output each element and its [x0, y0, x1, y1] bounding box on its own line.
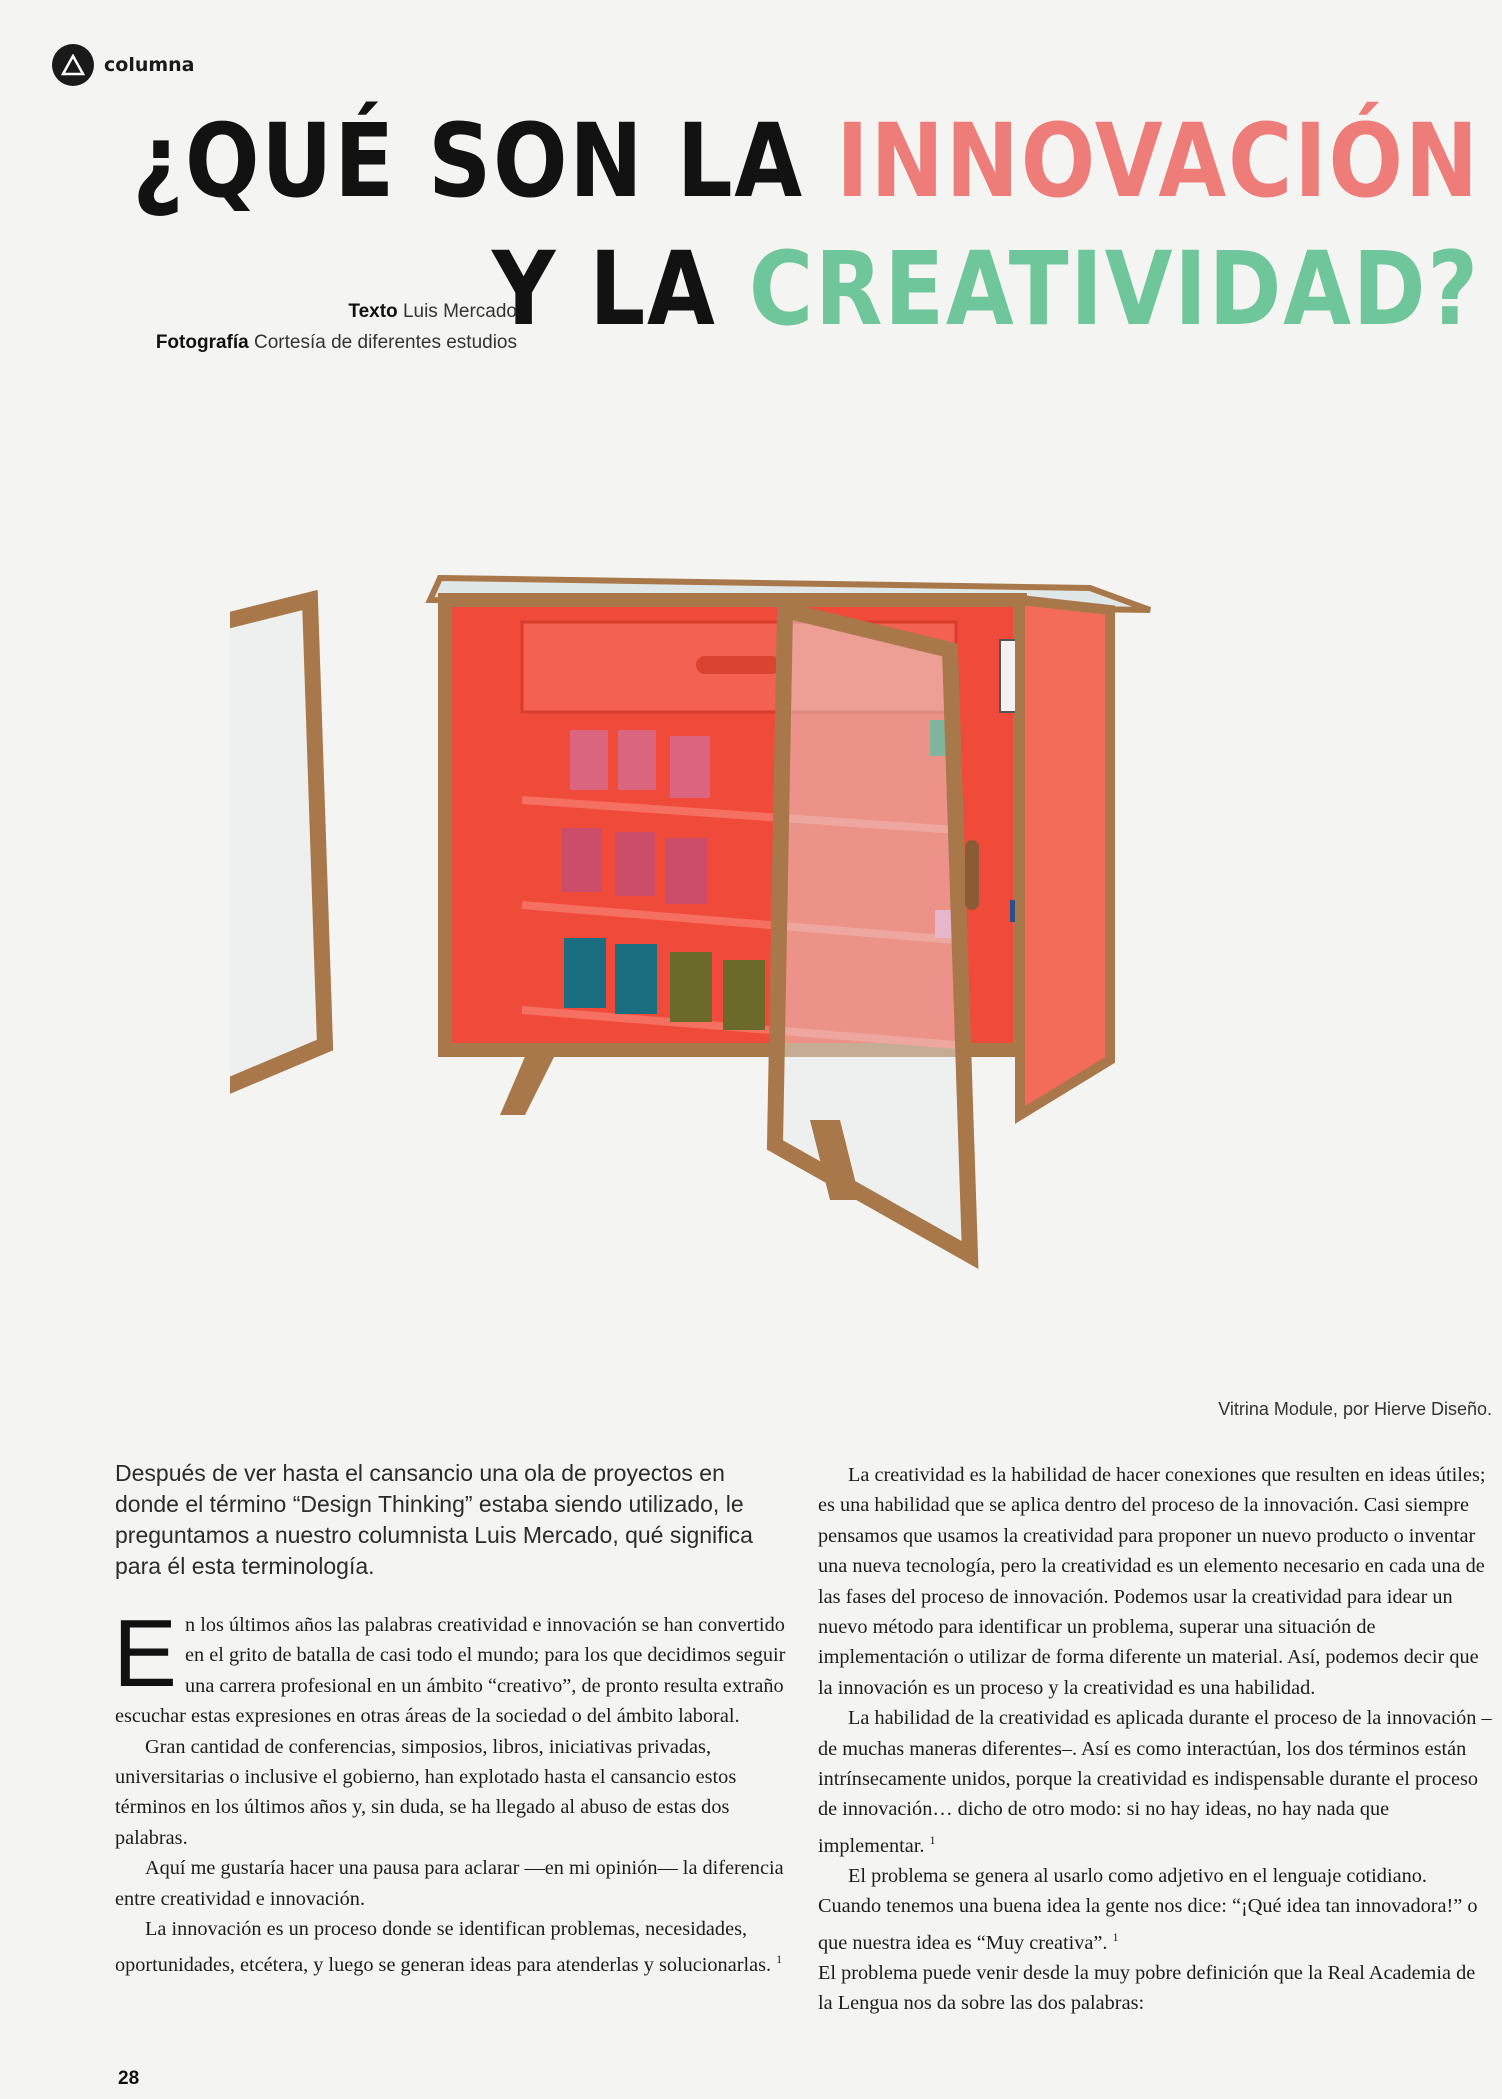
page-number: 28 — [118, 2068, 140, 2089]
triangle-icon — [52, 44, 94, 86]
paragraph-5: La creatividad es la habilidad de hacer conexiones que resulten en ideas útiles; es una habilidad que se aplica dentro del proceso de la innovación. Casi siempre pensamos que usamos la creatividad para proponer un nuevo producto o inventar una nueva tecnología, pero la creatividad es un elemento necesario en cada una de las fases del proceso de innovación. Podemos usar la creatividad para idear un nuevo método para identificar un problema, superar una situación de implementación o utilizar de forma diferente un material. Así, podemos decir que la innovación es un proceso y la creatividad es una habilidad. — [818, 1464, 1486, 1699]
left-column — [113, 1600, 795, 1981]
photo-caption: Vitrina Module, por Hierve Diseño. — [1218, 1399, 1492, 1419]
headline-dark-2: Y LA — [492, 230, 717, 349]
cabinet-photo — [230, 540, 1330, 1340]
footnote-ref: 1 — [929, 1832, 936, 1847]
intro-paragraph: Después de ver hasta el cansancio una ola de proyectos en donde el término “Design Thinking” estaba siendo utilizado, le preguntamos a nuestro columnista Luis Mercado, qué significa para él esta terminología. — [115, 1460, 753, 1579]
right-column — [818, 1460, 1494, 2019]
footnote-ref: 1 — [776, 1952, 783, 1967]
credits — [156, 296, 517, 358]
dropcap: E — [113, 1600, 178, 1707]
section-label: columna — [104, 54, 195, 76]
headline-green: CREATIVIDAD? — [749, 230, 1480, 349]
paragraph-3: Aquí me gustaría hacer una pausa para aclarar —en mi opinión— la diferencia entre creatividad e innovación. — [115, 1857, 784, 1910]
paragraph-6: La habilidad de la creatividad es aplicada durante el proceso de la innovación –de muchas maneras diferentes–. Así es como interactúan, los dos términos están intrínsecamente unidos, porque la creatividad es indispensable durante el proceso de innovación… dicho de otro modo: si no hay ideas, no hay nada que implementar. $^1$ — [818, 1707, 1492, 1857]
paragraph-7: El problema se genera al usarlo como adjetivo en el lenguaje cotidiano. Cuando tenemos una buena idea la gente nos dice: “¡Qué idea tan innovadora!” o que nuestra idea es “Muy creativa”. $^1$ — [818, 1865, 1478, 1954]
paragraph-1: En los últimos años las palabras creatividad e innovación se han convertido en el grito de batalla de casi todo el mundo; para los que decidimos seguir una carrera profesional en un ámbito “creativo”, de pronto resulta extraño escuchar estas expresiones en otras áreas de la sociedad o del ámbito laboral. — [113, 1600, 786, 1728]
footnote-ref: 1 — [1112, 1929, 1119, 1944]
headline-pink: INNOVACIÓN — [836, 102, 1480, 221]
headline-dark-1: ¿QUÉ SON LA — [132, 102, 805, 221]
section-tag — [52, 44, 195, 86]
headline-line-1 — [132, 98, 1480, 226]
credit-text: Texto Luis Mercado — [348, 301, 517, 322]
paragraph-8: El problema puede venir desde la muy pobre definición que la Real Academia de la Lengua nos da sobre las dos palabras: — [818, 1962, 1476, 2015]
paragraph-2: Gran cantidad de conferencias, simposios, libros, iniciativas privadas, universitarias o inclusive el gobierno, han explotado hasta el cansancio estos términos en los últimos años y, sin duda, se ha llegado al abuso de estas dos palabras. — [115, 1735, 737, 1849]
paragraph-4: La innovación es un proceso donde se identifican problemas, necesidades, oportunidades, etcétera, y luego se generan ideas para atenderlas y solucionarlas. $^1$ — [115, 1918, 783, 1977]
credit-photo: Fotografía Cortesía de diferentes estudios — [155, 332, 517, 353]
